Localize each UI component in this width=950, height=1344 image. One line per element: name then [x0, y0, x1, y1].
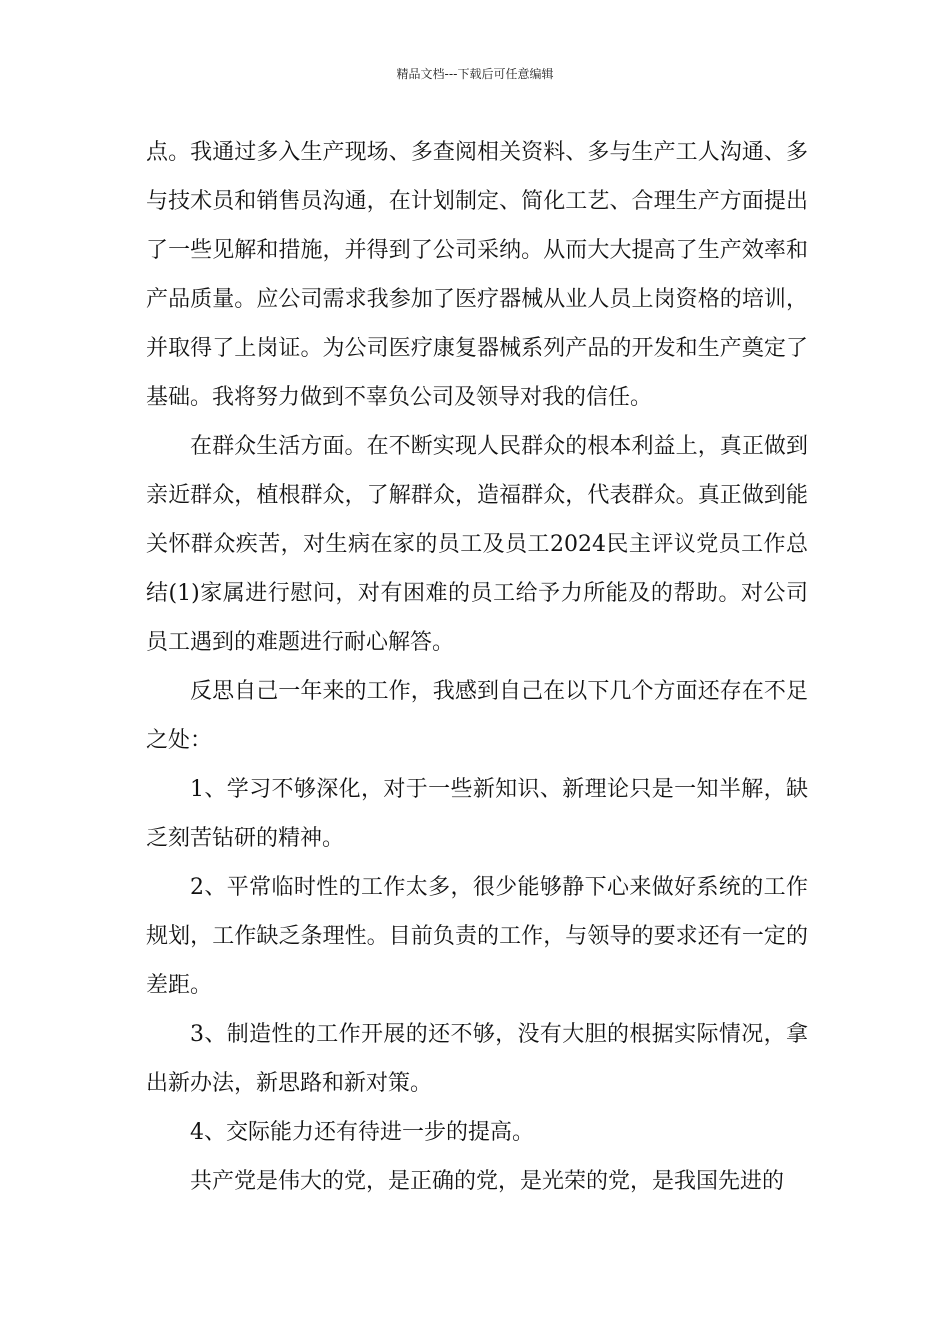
- paragraph-8: 共产党是伟大的党，是正确的党，是光荣的党，是我国先进的: [190, 1169, 785, 1194]
- paragraph-5: 2、平常临时性的工作太多，很少能够静下心来做好系统的工作规划，工作缺乏条理性。目前负责的工作，与领导的要求还有一定的差距。: [146, 875, 808, 998]
- paragraph-1: 点。我通过多入生产现场、多查阅相关资料、多与生产工人沟通、多与技术员和销售员沟通，在计划制定、简化工艺、合理生产方面提出了一些见解和措施，并得到了公司采纳。从而大大提高了生产效率和产品质量。应公司需求我参加了医疗器械从业人员上岗资格的培训，并取得了上岗证。为公司医疗康复器械系列产品的开发和生产奠定了基础。我将努力做到不辜负公司及领导对我的信任。: [146, 140, 808, 410]
- paragraph-3: 反思自己一年来的工作，我感到自己在以下几个方面还存在不足之处：: [146, 679, 808, 753]
- paragraph-6: 3、制造性的工作开展的还不够，没有大胆的根据实际情况，拿出新办法，新思路和新对策。: [146, 1022, 808, 1096]
- page-header: 精品文档---下载后可任意编辑: [396, 67, 554, 81]
- paragraph-2: 在群众生活方面。在不断实现人民群众的根本利益上，真正做到亲近群众，植根群众，了解群众，造福群众，代表群众。真正做到能关怀群众疾苦，对生病在家的员工及员工2024民主评议党员工作总结(1)家属进行慰问，对有困难的员工给予力所能及的帮助。对公司员工遇到的难题进行耐心解答。: [146, 434, 808, 655]
- document-body: [146, 128, 808, 1206]
- paragraph-7: 4、交际能力还有待进一步的提高。: [190, 1120, 534, 1145]
- paragraph-4: 1、学习不够深化，对于一些新知识、新理论只是一知半解，缺乏刻苦钻研的精神。: [146, 777, 808, 851]
